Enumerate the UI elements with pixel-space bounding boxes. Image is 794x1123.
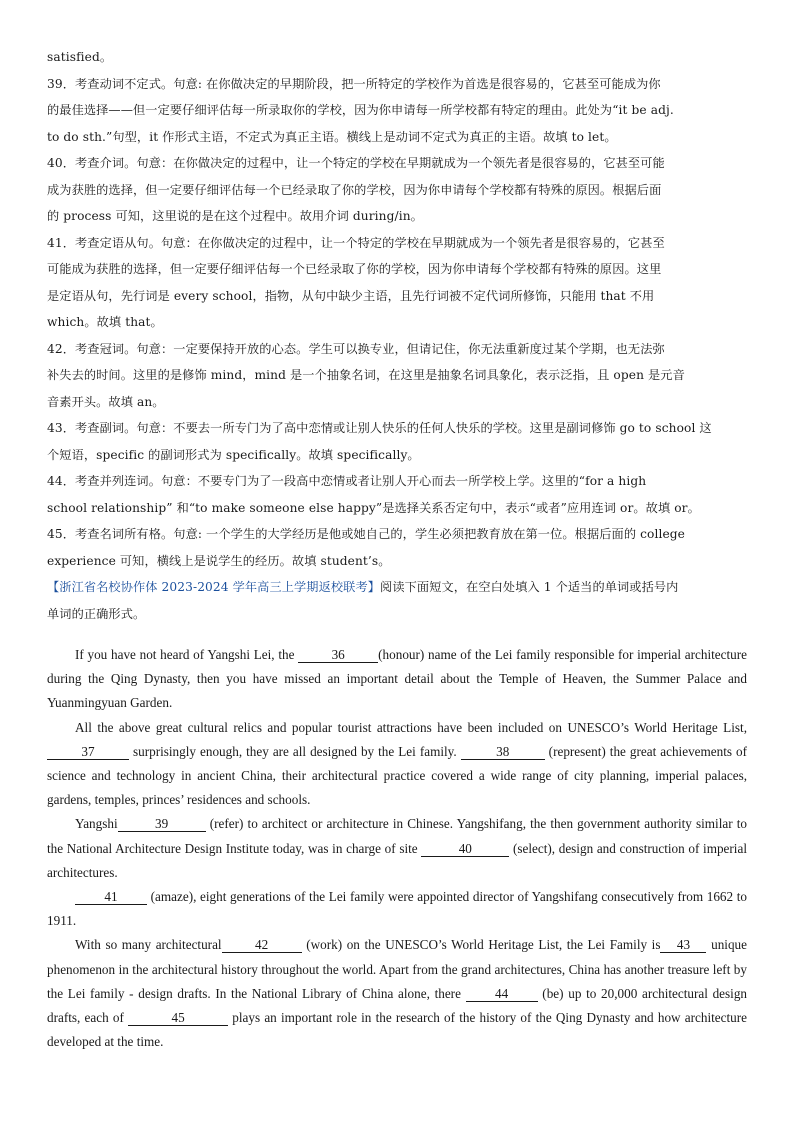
exercise-header bbox=[47, 574, 749, 627]
text-line: 39．考查动词不定式。句意: 在你做决定的早期阶段，把一所特定的学校作为首选是很容易的，它甚至可能成为你 bbox=[47, 76, 661, 91]
blank-45[interactable]: 45 bbox=[128, 1010, 228, 1026]
blank-37[interactable]: 37 bbox=[47, 744, 129, 760]
source-tag: 【浙江省名校协作体 2023-2024 学年高三上学期返校联考】 bbox=[47, 580, 381, 594]
text-line: to do sth.”句型，it 作形式主语，不定式为真正主语。横线上是动词不定式为真正的主语。故填 to let。 bbox=[47, 129, 617, 144]
text-line bbox=[47, 574, 749, 601]
text-line: 的最佳选择——但一定要仔细评估每一所录取你的学校，因为你申请每一所学校都有特定的理由。此处为“it be adj. bbox=[47, 103, 674, 117]
paragraph-5: With so many architectural 42 (work) on the UNESCO’s World Heritage List, the Lei Family is 43 unique phenomenon in the architectural history throughout the world. Apart from the grand architectures, China has another treasure left by the Lei family - design drafts. In the National Library of China alone, there 44 (be) up to 20,000 architectural design drafts, each of 45 plays an important role in the research of the history of the Qing Dynasty and how architecture developed at the time. bbox=[47, 937, 748, 1050]
text-line: 43．考查副词。句意：不要去一所专门为了高中恋情或让别人快乐的任何人快乐的学校。这里是副词修饰 go to school 这 bbox=[47, 421, 712, 435]
text-line: 42．考查冠词。句意：一定要保持开放的心态。学生可以换专业，但请记住，你无法重新度过某个学期，也无法弥 bbox=[47, 341, 665, 356]
text-line: 是定语从句，先行词是 every school，指物，从句中缺少主语，且先行词被不定代词所修饰，只能用 that 不用 bbox=[47, 288, 655, 303]
blank-38[interactable]: 38 bbox=[461, 744, 545, 760]
text-line: 44．考查并列连词。句意：不要专门为了一段高中恋情或者让别人开心而去一所学校上学。这里的“for a high bbox=[47, 474, 647, 488]
instruction-text: 阅读下面短文，在空白处填入 1 个适当的单词或括号内 bbox=[380, 580, 679, 594]
blank-42[interactable]: 42 bbox=[222, 937, 302, 953]
blank-36[interactable]: 36 bbox=[298, 647, 378, 663]
explanation-43 bbox=[47, 415, 749, 468]
blank-41[interactable]: 41 bbox=[75, 889, 147, 905]
paragraph-4: 41 (amaze), eight generations of the Lei family were appointed director of Yangshifang consecutively from 1662 to 1911. bbox=[47, 889, 747, 929]
text-line: 45．考查名词所有格。句意: 一个学生的大学经历是他或她自己的，学生必须把教育放在第一位。根据后面的 college bbox=[47, 527, 685, 541]
text-line: 41．考查定语从句。句意：在你做决定的过程中，让一个特定的学校在早期就成为一个领先者是很容易的，它甚至 bbox=[47, 235, 665, 250]
paragraph-2: All the above great cultural relics and popular tourist attractions have been included on UNESCO’s World Heritage List, 37 surprisingly enough, they are all designed by the Lei family. 38 (represent) the great achievements of science and technology in ancient China, their architectural practice covered a wide range of city planning, imperial palaces, gardens, temples, princes’ residences and schools. bbox=[47, 719, 747, 808]
instruction-text-2: 单词的正确形式。 bbox=[47, 606, 146, 621]
continued-line: satisfied。 bbox=[47, 50, 113, 64]
blank-43[interactable]: 43 bbox=[660, 937, 706, 953]
text-line: 成为获胜的选择，但一定要仔细评估每一个已经录取了你的学校，因为你申请每个学校都有特殊的原因。根据后面 bbox=[47, 182, 662, 197]
blank-44[interactable]: 44 bbox=[466, 986, 538, 1002]
explanation-40 bbox=[47, 150, 749, 230]
paragraph-3: Yangshi 39 (refer) to architect or architecture in Chinese. Yangshifang, the then government authority similar to the National Architecture Design Institute today, was in charge of site 40 (select), design and construction of imperial architectures. bbox=[47, 816, 747, 880]
paragraph-1: If you have not heard of Yangshi Lei, the 36 (honour) name of the Lei family responsible for imperial architecture during the Qing Dynasty, then you have missed an important detail about the Temple of Heaven, the Summer Palace and Yuanmingyuan Garden. bbox=[47, 647, 747, 711]
text-line: school relationship” 和“to make someone else happy”是选择关系否定句中，表示“或者”应用连词 or。故填 or。 bbox=[47, 500, 700, 515]
blank-40[interactable]: 40 bbox=[421, 841, 509, 857]
explanation-42 bbox=[47, 336, 749, 416]
explanation-44 bbox=[47, 468, 749, 521]
text-line: 40．考查介词。句意：在你做决定的过程中，让一个特定的学校在早期就成为一个领先者是很容易的，它甚至可能 bbox=[47, 156, 665, 170]
explanation-41 bbox=[47, 230, 749, 336]
explanation-45 bbox=[47, 521, 749, 574]
cloze-passage bbox=[47, 643, 747, 1054]
text-line: 的 process 可知，这里说的是在这个过程中。故用介词 during/in。 bbox=[47, 209, 423, 223]
text-line: 个短语，specific 的副词形式为 specifically。故填 specifically。 bbox=[47, 447, 420, 462]
text-line: 补失去的时间。这里的是修饰 mind，mind 是一个抽象名词，在这里是抽象名词具象化，表示泛指，且 open 是元音 bbox=[47, 368, 685, 382]
text-line: 可能成为获胜的选择，但一定要仔细评估每一个已经录取了你的学校，因为你申请每个学校都有特殊的原因。这里 bbox=[47, 262, 662, 276]
blank-39[interactable]: 39 bbox=[118, 816, 206, 832]
text-line: experience 可知，横线上是说学生的经历。故填 student’s。 bbox=[47, 553, 391, 568]
text-line: which。故填 that。 bbox=[47, 315, 163, 329]
answer-explanations bbox=[47, 44, 749, 627]
text-line: 音素开头。故填 an。 bbox=[47, 394, 165, 409]
explanation-39 bbox=[47, 71, 749, 151]
